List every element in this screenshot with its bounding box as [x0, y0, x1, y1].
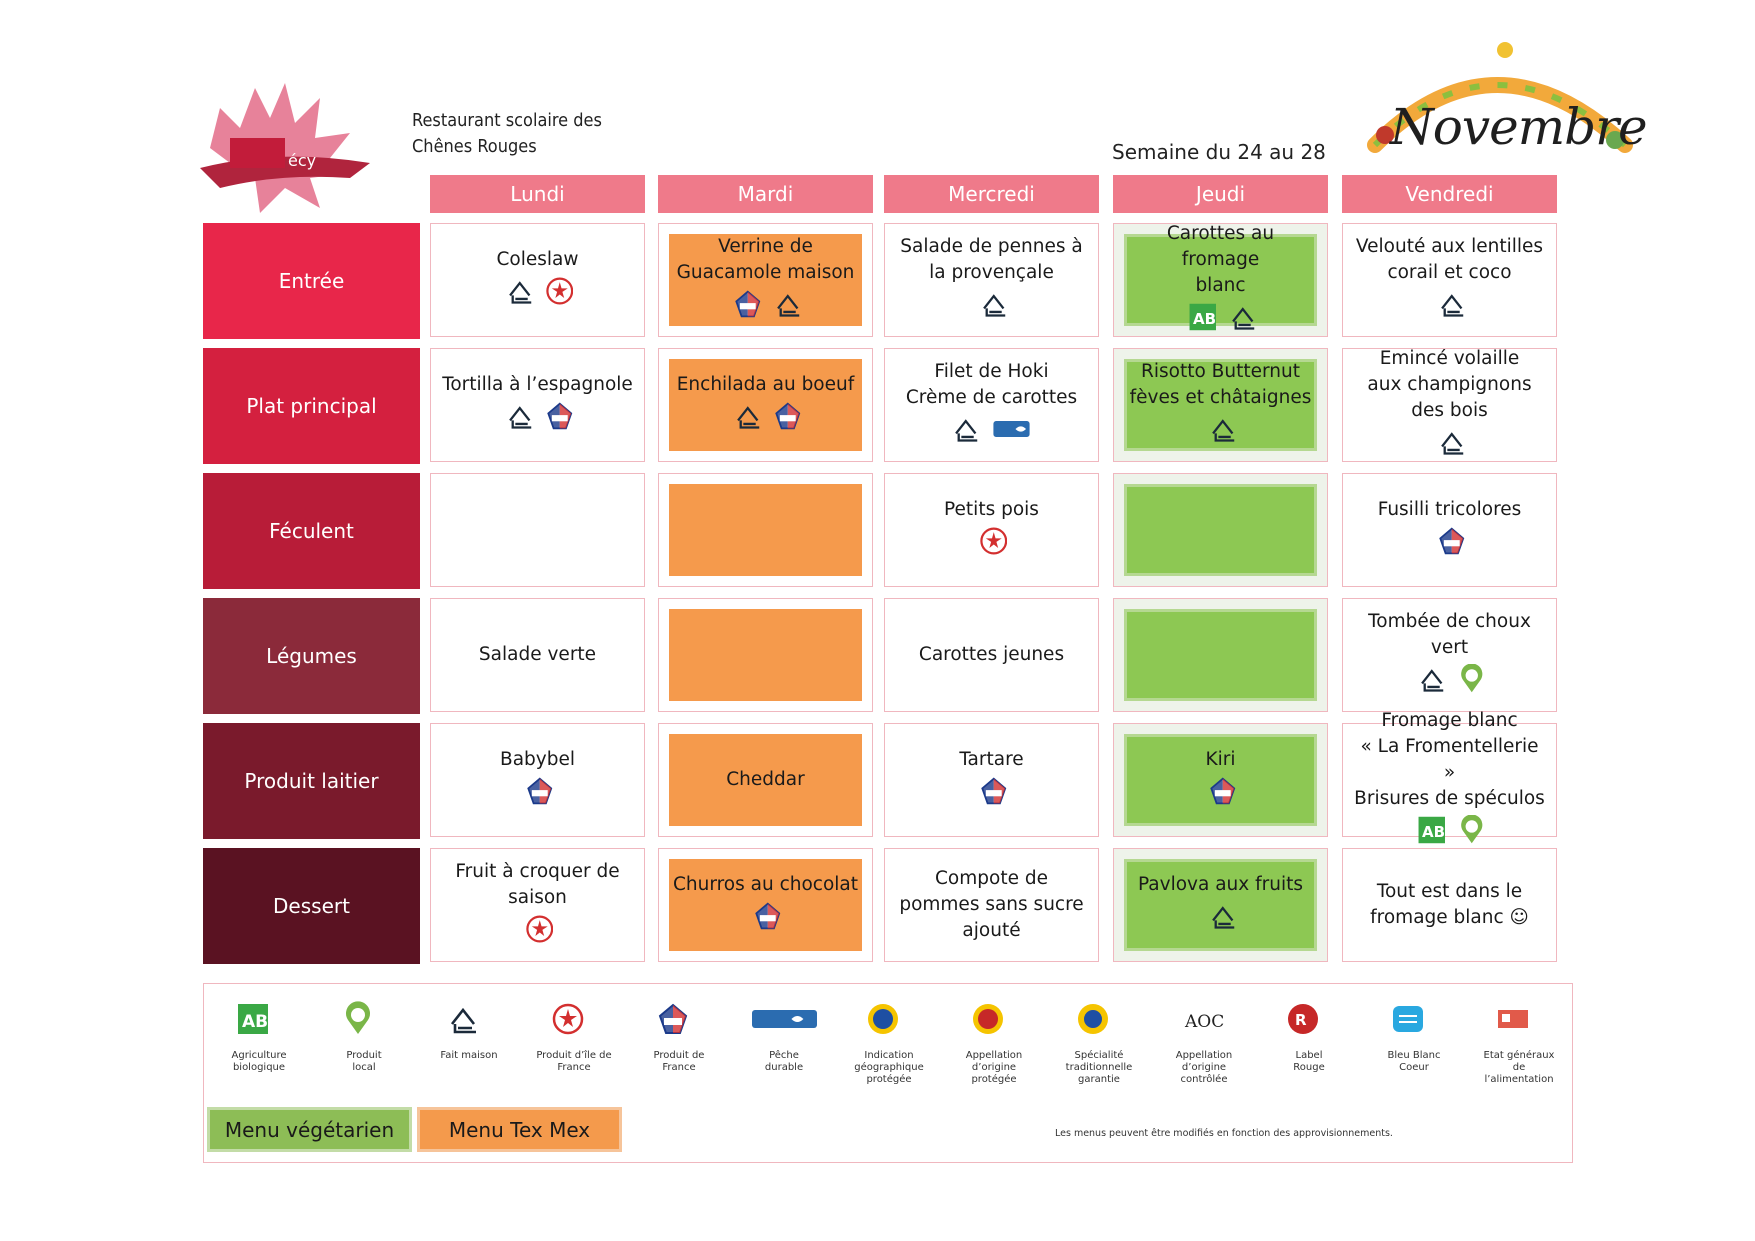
menu-item-labels [523, 776, 553, 814]
aoc-icon [1154, 994, 1254, 1044]
day-header-vendredi: Vendredi [1342, 175, 1557, 213]
menu-cell [1342, 709, 1557, 841]
menu-cell-content [1124, 484, 1317, 576]
igp-icon [839, 994, 939, 1044]
menu-item-text: Carottes au fromage blanc [1166, 222, 1275, 296]
svg-text:AB: AB [242, 1012, 269, 1032]
menu-cell-content [895, 859, 1088, 951]
menu-cell-content [1353, 347, 1546, 451]
logo-text: écy [288, 151, 317, 170]
fait-maison-icon [503, 401, 533, 439]
label-rouge-icon [1259, 994, 1359, 1044]
legend-item [1049, 994, 1149, 1086]
day-header-mercredi: Mercredi [884, 175, 1099, 213]
menu-cell [1113, 723, 1328, 837]
stg-icon [1049, 994, 1149, 1044]
menu-cell [658, 348, 873, 462]
legend-label: Appellation d’origine contrôlée [1175, 1050, 1233, 1085]
menu-cell [884, 223, 1099, 337]
france-icon [977, 776, 1007, 814]
local-icon [1455, 815, 1485, 853]
ab-icon [1186, 302, 1216, 340]
menu-cell-content [441, 734, 634, 826]
legend-label: Spécialité traditionnelle garantie [1065, 1050, 1133, 1085]
ab-icon [209, 994, 309, 1044]
menu-cell-content [669, 609, 862, 701]
fait-maison-icon [1435, 427, 1465, 465]
menu-item-text: Emincé volaille aux champignons des bois [1367, 347, 1532, 421]
legend-label: Appellation d’origine protégée [965, 1050, 1023, 1085]
menu-cell-content [1124, 359, 1317, 451]
menu-cell-content [1353, 484, 1546, 576]
legend-item [734, 994, 834, 1074]
svg-text:AOC: AOC [1185, 1012, 1225, 1032]
fait-maison-icon [1206, 414, 1236, 452]
menu-item-text: Filet de Hoki Crème de carottes [905, 360, 1078, 408]
menu-cell-content [669, 234, 862, 326]
menu-cell [1342, 348, 1557, 462]
menu-cell-content [895, 359, 1088, 451]
legend-label: Produit local [346, 1050, 382, 1073]
menu-item-text: Tartare [959, 748, 1024, 770]
menu-texmex-badge: Menu Tex Mex [417, 1107, 622, 1152]
legend-label: Bleu Blanc Coeur [1387, 1050, 1441, 1073]
menu-item-text: Petits pois [944, 498, 1039, 520]
menu-cell [430, 848, 645, 962]
menu-item-labels [503, 401, 573, 439]
peche-icon [989, 414, 1034, 452]
menu-cell [1342, 598, 1557, 712]
menu-item-text: Carottes jeunes [918, 644, 1065, 665]
legend-label: Produit de France [653, 1050, 705, 1073]
menu-cell-content [895, 734, 1088, 826]
menu-item-labels [523, 914, 553, 952]
menu-cell-content [895, 234, 1088, 326]
menu-cell [658, 848, 873, 962]
menu-item-text: Velouté aux lentilles corail et coco [1355, 235, 1544, 283]
legend-label: Produit d’île de France [536, 1050, 612, 1073]
legend-label: Label Rouge [1293, 1050, 1325, 1073]
menu-item-text: Tout est dans le fromage blanc ☺ [1370, 881, 1529, 928]
menu-item-labels [1435, 289, 1465, 327]
menu-cell [658, 598, 873, 712]
menu-item-text: Enchilada au boeuf [676, 373, 855, 395]
legend-label: Indication géographique protégée [854, 1050, 924, 1085]
menu-cell [1342, 848, 1557, 962]
menu-cell-content [1124, 859, 1317, 951]
month-title: Novembre [1390, 98, 1647, 156]
menu-cell [1342, 223, 1557, 337]
menu-cell-content [441, 359, 634, 451]
menu-cell-content [669, 484, 862, 576]
menu-cell [658, 223, 873, 337]
ab-icon [1415, 815, 1445, 853]
idf-icon [543, 276, 573, 314]
menu-cell-content [1353, 609, 1546, 701]
menu-cell [1342, 473, 1557, 587]
idf-icon [977, 526, 1007, 564]
row-label: Légumes [203, 598, 420, 714]
egalim-icon [1469, 994, 1569, 1044]
fait-maison-icon [731, 401, 761, 439]
menu-cell [884, 348, 1099, 462]
menu-cell-content [441, 609, 634, 701]
menu-cell-content [1353, 709, 1546, 841]
bleu-blanc-coeur-icon [1364, 994, 1464, 1044]
legend-item [209, 994, 309, 1074]
svg-text:R: R [1295, 1011, 1307, 1029]
menu-item-labels [1415, 664, 1485, 702]
france-icon [731, 289, 761, 327]
menu-item-labels [1186, 302, 1256, 340]
menu-cell [884, 723, 1099, 837]
legend-item [1364, 994, 1464, 1074]
menu-cell [658, 473, 873, 587]
france-icon [751, 901, 781, 939]
menu-item-labels [1435, 526, 1465, 564]
menu-cell-content [441, 484, 634, 576]
menu-item-text: Cheddar [726, 769, 805, 790]
menu-item-text: Compote de pommes sans sucre ajouté [899, 868, 1084, 941]
menu-item-labels [1206, 776, 1236, 814]
menu-cell [1113, 223, 1328, 337]
legend-item [524, 994, 624, 1074]
menu-cell [884, 598, 1099, 712]
fait-maison-icon [419, 994, 519, 1044]
menu-cell [430, 348, 645, 462]
menu-item-text: Salade de pennes à la provençale [900, 235, 1083, 283]
fait-maison-icon [503, 276, 533, 314]
week-label: Semaine du 24 au 28 [1112, 140, 1326, 164]
menu-item-text: Fusilli tricolores [1377, 498, 1522, 520]
local-icon [1455, 664, 1485, 702]
row-label: Féculent [203, 473, 420, 589]
aop-icon [944, 994, 1044, 1044]
legend-label: Agriculture biologique [231, 1050, 287, 1073]
menu-cell [430, 473, 645, 587]
menu-cell [1113, 473, 1328, 587]
legend-item [419, 994, 519, 1062]
day-header-jeudi: Jeudi [1113, 175, 1328, 213]
menu-item-labels [1206, 901, 1236, 939]
legend-item [1469, 994, 1569, 1086]
peche-icon [734, 994, 834, 1044]
menu-item-text: Fromage blanc « La Fromentellerie » Brisures de spéculos [1354, 709, 1545, 809]
menu-item-labels [977, 776, 1007, 814]
menu-item-labels [731, 289, 801, 327]
fait-maison-icon [977, 289, 1007, 327]
menu-cell [430, 223, 645, 337]
france-icon [1435, 526, 1465, 564]
menu-item-text: Verrine de Guacamole maison [676, 235, 855, 283]
menu-item-labels [1415, 815, 1485, 853]
legend-label: Fait maison [440, 1050, 498, 1061]
row-label: Entrée [203, 223, 420, 339]
fait-maison-icon [771, 289, 801, 327]
menu-cell-content [1124, 222, 1317, 328]
france-icon [1206, 776, 1236, 814]
school-name: Restaurant scolaire des Chênes Rouges [412, 110, 602, 157]
menu-cell-content [441, 234, 634, 326]
france-icon [629, 994, 729, 1044]
svg-text:AB: AB [1421, 822, 1445, 841]
menu-item-labels [1206, 414, 1236, 452]
menu-item-text: Salade verte [478, 644, 597, 665]
menu-cell [1113, 348, 1328, 462]
menu-cell-content [1124, 609, 1317, 701]
menu-item-text: Babybel [500, 748, 575, 770]
menu-item-text: Kiri [1205, 748, 1236, 770]
menu-item-text: Pavlova aux fruits [1137, 873, 1303, 895]
menu-cell [430, 598, 645, 712]
fait-maison-icon [1415, 664, 1445, 702]
legend-item [839, 994, 939, 1086]
fait-maison-icon [1435, 289, 1465, 327]
school-logo [200, 78, 400, 218]
menu-item-labels [977, 526, 1007, 564]
menu-cell-content [669, 859, 862, 951]
day-header-lundi: Lundi [430, 175, 645, 213]
legend-label: Etat généraux de l’alimentation [1483, 1050, 1555, 1085]
fait-maison-icon [1206, 901, 1236, 939]
menu-cell-content [1353, 234, 1546, 326]
menu-item-text: Fruit à croquer de saison [455, 860, 620, 908]
menu-cell-content [1353, 859, 1546, 951]
legend-item [629, 994, 729, 1074]
idf-icon [523, 914, 553, 952]
menu-cell [884, 848, 1099, 962]
menu-cell [658, 723, 873, 837]
menu-cell [884, 473, 1099, 587]
menu-item-text: Churros au chocolat [672, 873, 859, 895]
local-icon [314, 994, 414, 1044]
legend-item [1259, 994, 1359, 1074]
menu-cell-content [669, 734, 862, 826]
menu-cell [1113, 848, 1328, 962]
menu-item-text: Risotto Butternut fèves et châtaignes [1129, 360, 1312, 408]
menu-item-text: Tombée de choux vert [1368, 610, 1531, 658]
menu-cell-content [1124, 734, 1317, 826]
legend-item [314, 994, 414, 1074]
menu-cell-content [895, 609, 1088, 701]
france-icon [523, 776, 553, 814]
disclaimer-note: Les menus peuvent être modifiés en fonction des approvisionnements. [1055, 1128, 1393, 1139]
menu-cell-content [441, 859, 634, 951]
menu-item-labels [977, 289, 1007, 327]
menu-item-labels [503, 276, 573, 314]
menu-cell [1113, 598, 1328, 712]
legend-label: Pêche durable [764, 1050, 804, 1073]
menu-cell [430, 723, 645, 837]
fait-maison-icon [949, 414, 979, 452]
menu-item-labels [731, 401, 801, 439]
fait-maison-icon [1226, 302, 1256, 340]
france-icon [771, 401, 801, 439]
legend-item [1154, 994, 1254, 1086]
france-icon [543, 401, 573, 439]
menu-item-labels [751, 901, 781, 939]
menu-cell-content [895, 484, 1088, 576]
row-label: Plat principal [203, 348, 420, 464]
row-label: Produit laitier [203, 723, 420, 839]
menu-item-labels [949, 414, 1034, 452]
menu-item-text: Coleslaw [496, 248, 579, 270]
menu-cell-content [669, 359, 862, 451]
row-label: Dessert [203, 848, 420, 964]
menu-vegetarien-badge: Menu végétarien [207, 1107, 412, 1152]
menu-item-labels [1435, 427, 1465, 465]
menu-item-text: Tortilla à l’espagnole [442, 373, 633, 395]
idf-icon [524, 994, 624, 1044]
svg-text:AB: AB [1192, 309, 1216, 328]
legend-item [944, 994, 1044, 1086]
day-header-mardi: Mardi [658, 175, 873, 213]
